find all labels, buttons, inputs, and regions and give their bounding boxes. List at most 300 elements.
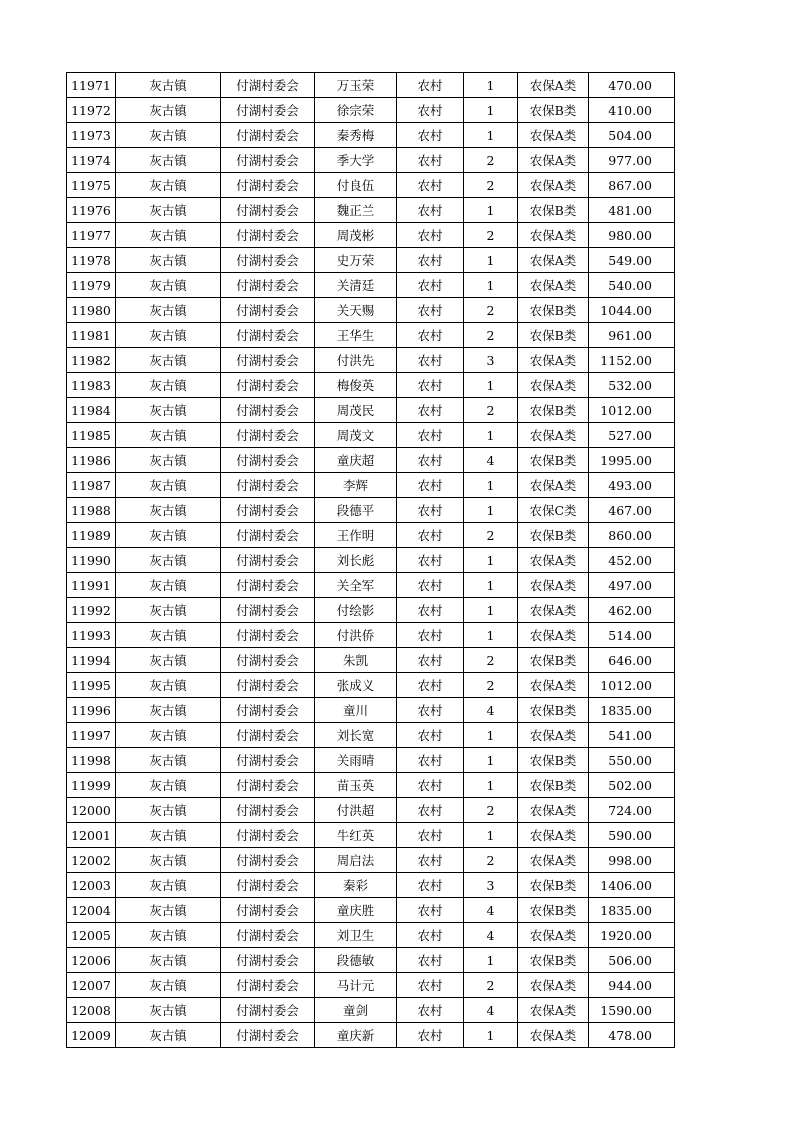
cell-town: 灰古镇 — [116, 173, 221, 198]
cell-count: 2 — [464, 173, 518, 198]
cell-name: 周茂文 — [315, 423, 397, 448]
cell-id: 11977 — [67, 223, 116, 248]
cell-area: 农村 — [397, 1023, 464, 1048]
cell-amount: 540.00 — [589, 273, 675, 298]
cell-committee: 付湖村委会 — [221, 1023, 315, 1048]
cell-committee: 付湖村委会 — [221, 548, 315, 573]
cell-town: 灰古镇 — [116, 598, 221, 623]
cell-town: 灰古镇 — [116, 998, 221, 1023]
cell-name: 付绘影 — [315, 598, 397, 623]
cell-count: 2 — [464, 973, 518, 998]
cell-id: 11990 — [67, 548, 116, 573]
cell-count: 2 — [464, 223, 518, 248]
cell-category: 农保B类 — [518, 523, 589, 548]
cell-area: 农村 — [397, 373, 464, 398]
cell-name: 万玉荣 — [315, 73, 397, 98]
cell-category: 农保C类 — [518, 498, 589, 523]
table-row — [67, 923, 675, 948]
table-row — [67, 273, 675, 298]
cell-count: 1 — [464, 548, 518, 573]
cell-area: 农村 — [397, 348, 464, 373]
cell-amount: 497.00 — [589, 573, 675, 598]
cell-count: 3 — [464, 873, 518, 898]
cell-amount: 944.00 — [589, 973, 675, 998]
cell-count: 1 — [464, 1023, 518, 1048]
cell-category: 农保A类 — [518, 673, 589, 698]
cell-town: 灰古镇 — [116, 198, 221, 223]
cell-committee: 付湖村委会 — [221, 998, 315, 1023]
cell-area: 农村 — [397, 548, 464, 573]
table-row — [67, 148, 675, 173]
cell-count: 1 — [464, 273, 518, 298]
cell-committee: 付湖村委会 — [221, 198, 315, 223]
cell-amount: 514.00 — [589, 623, 675, 648]
cell-category: 农保A类 — [518, 723, 589, 748]
cell-name: 周茂彬 — [315, 223, 397, 248]
cell-committee: 付湖村委会 — [221, 248, 315, 273]
cell-name: 刘长宽 — [315, 723, 397, 748]
cell-town: 灰古镇 — [116, 373, 221, 398]
cell-amount: 549.00 — [589, 248, 675, 273]
cell-area: 农村 — [397, 423, 464, 448]
cell-category: 农保B类 — [518, 323, 589, 348]
cell-area: 农村 — [397, 148, 464, 173]
cell-id: 11980 — [67, 298, 116, 323]
cell-town: 灰古镇 — [116, 98, 221, 123]
cell-amount: 541.00 — [589, 723, 675, 748]
cell-committee: 付湖村委会 — [221, 723, 315, 748]
cell-amount: 590.00 — [589, 823, 675, 848]
cell-committee: 付湖村委会 — [221, 873, 315, 898]
cell-committee: 付湖村委会 — [221, 848, 315, 873]
cell-area: 农村 — [397, 198, 464, 223]
cell-name: 段德平 — [315, 498, 397, 523]
cell-id: 11983 — [67, 373, 116, 398]
cell-id: 12000 — [67, 798, 116, 823]
table-row — [67, 173, 675, 198]
cell-town: 灰古镇 — [116, 298, 221, 323]
cell-category: 农保B类 — [518, 98, 589, 123]
cell-id: 11974 — [67, 148, 116, 173]
cell-count: 1 — [464, 723, 518, 748]
cell-category: 农保B类 — [518, 773, 589, 798]
table-row — [67, 823, 675, 848]
table-row — [67, 348, 675, 373]
cell-area: 农村 — [397, 648, 464, 673]
cell-town: 灰古镇 — [116, 123, 221, 148]
cell-name: 马计元 — [315, 973, 397, 998]
cell-committee: 付湖村委会 — [221, 898, 315, 923]
cell-id: 12004 — [67, 898, 116, 923]
cell-count: 4 — [464, 923, 518, 948]
cell-count: 1 — [464, 98, 518, 123]
cell-name: 徐宗荣 — [315, 98, 397, 123]
table-row — [67, 798, 675, 823]
cell-category: 农保A类 — [518, 473, 589, 498]
cell-area: 农村 — [397, 748, 464, 773]
table-row — [67, 223, 675, 248]
table-row — [67, 73, 675, 98]
cell-area: 农村 — [397, 523, 464, 548]
cell-town: 灰古镇 — [116, 798, 221, 823]
cell-id: 11991 — [67, 573, 116, 598]
cell-name: 段德敏 — [315, 948, 397, 973]
cell-committee: 付湖村委会 — [221, 498, 315, 523]
cell-count: 1 — [464, 823, 518, 848]
cell-town: 灰古镇 — [116, 348, 221, 373]
cell-id: 11984 — [67, 398, 116, 423]
cell-id: 11979 — [67, 273, 116, 298]
cell-town: 灰古镇 — [116, 273, 221, 298]
cell-amount: 1012.00 — [589, 673, 675, 698]
cell-count: 4 — [464, 998, 518, 1023]
table-row — [67, 248, 675, 273]
cell-category: 农保A类 — [518, 148, 589, 173]
cell-id: 11978 — [67, 248, 116, 273]
cell-name: 付洪超 — [315, 798, 397, 823]
table-row — [67, 323, 675, 348]
cell-amount: 961.00 — [589, 323, 675, 348]
cell-id: 12006 — [67, 948, 116, 973]
cell-committee: 付湖村委会 — [221, 423, 315, 448]
cell-name: 童庆超 — [315, 448, 397, 473]
cell-amount: 1920.00 — [589, 923, 675, 948]
cell-name: 童川 — [315, 698, 397, 723]
cell-count: 4 — [464, 898, 518, 923]
cell-town: 灰古镇 — [116, 423, 221, 448]
cell-committee: 付湖村委会 — [221, 773, 315, 798]
cell-name: 童庆胜 — [315, 898, 397, 923]
cell-count: 1 — [464, 773, 518, 798]
cell-count: 1 — [464, 198, 518, 223]
cell-area: 农村 — [397, 248, 464, 273]
cell-amount: 481.00 — [589, 198, 675, 223]
cell-category: 农保A类 — [518, 348, 589, 373]
cell-committee: 付湖村委会 — [221, 298, 315, 323]
cell-amount: 470.00 — [589, 73, 675, 98]
table-row — [67, 98, 675, 123]
table-row — [67, 848, 675, 873]
cell-amount: 532.00 — [589, 373, 675, 398]
cell-area: 农村 — [397, 623, 464, 648]
cell-town: 灰古镇 — [116, 973, 221, 998]
cell-category: 农保A类 — [518, 998, 589, 1023]
cell-town: 灰古镇 — [116, 473, 221, 498]
cell-id: 12008 — [67, 998, 116, 1023]
cell-id: 12007 — [67, 973, 116, 998]
cell-category: 农保A类 — [518, 173, 589, 198]
cell-area: 农村 — [397, 848, 464, 873]
table-row — [67, 498, 675, 523]
cell-count: 4 — [464, 698, 518, 723]
cell-name: 季大学 — [315, 148, 397, 173]
cell-id: 11987 — [67, 473, 116, 498]
cell-amount: 867.00 — [589, 173, 675, 198]
cell-committee: 付湖村委会 — [221, 473, 315, 498]
table-row — [67, 298, 675, 323]
table-row — [67, 723, 675, 748]
cell-town: 灰古镇 — [116, 223, 221, 248]
cell-area: 农村 — [397, 448, 464, 473]
cell-category: 农保A类 — [518, 423, 589, 448]
cell-amount: 1835.00 — [589, 898, 675, 923]
cell-amount: 1995.00 — [589, 448, 675, 473]
cell-committee: 付湖村委会 — [221, 973, 315, 998]
table-row — [67, 523, 675, 548]
table-row — [67, 573, 675, 598]
cell-id: 12005 — [67, 923, 116, 948]
cell-category: 农保B类 — [518, 448, 589, 473]
cell-count: 1 — [464, 598, 518, 623]
cell-category: 农保A类 — [518, 573, 589, 598]
cell-amount: 1044.00 — [589, 298, 675, 323]
cell-count: 2 — [464, 848, 518, 873]
cell-area: 农村 — [397, 98, 464, 123]
cell-category: 农保A类 — [518, 73, 589, 98]
table-body — [67, 73, 675, 1048]
cell-town: 灰古镇 — [116, 548, 221, 573]
table-row — [67, 473, 675, 498]
cell-amount: 506.00 — [589, 948, 675, 973]
table-row — [67, 898, 675, 923]
cell-id: 11982 — [67, 348, 116, 373]
cell-id: 11998 — [67, 748, 116, 773]
cell-name: 刘卫生 — [315, 923, 397, 948]
cell-town: 灰古镇 — [116, 723, 221, 748]
cell-area: 农村 — [397, 873, 464, 898]
cell-town: 灰古镇 — [116, 698, 221, 723]
cell-id: 12009 — [67, 1023, 116, 1048]
cell-category: 农保A类 — [518, 123, 589, 148]
table-row — [67, 123, 675, 148]
table-row — [67, 648, 675, 673]
cell-name: 魏正兰 — [315, 198, 397, 223]
cell-committee: 付湖村委会 — [221, 348, 315, 373]
cell-count: 1 — [464, 248, 518, 273]
cell-count: 1 — [464, 623, 518, 648]
cell-count: 2 — [464, 798, 518, 823]
cell-area: 农村 — [397, 173, 464, 198]
table-row — [67, 373, 675, 398]
cell-category: 农保B类 — [518, 948, 589, 973]
cell-category: 农保B类 — [518, 298, 589, 323]
cell-name: 苗玉英 — [315, 773, 397, 798]
cell-name: 关雨晴 — [315, 748, 397, 773]
cell-category: 农保A类 — [518, 548, 589, 573]
table-row — [67, 873, 675, 898]
cell-name: 周启法 — [315, 848, 397, 873]
cell-amount: 980.00 — [589, 223, 675, 248]
cell-town: 灰古镇 — [116, 773, 221, 798]
table-row — [67, 973, 675, 998]
subsidy-table — [66, 72, 675, 1048]
cell-town: 灰古镇 — [116, 898, 221, 923]
cell-count: 2 — [464, 148, 518, 173]
cell-amount: 452.00 — [589, 548, 675, 573]
cell-town: 灰古镇 — [116, 923, 221, 948]
cell-amount: 467.00 — [589, 498, 675, 523]
cell-amount: 493.00 — [589, 473, 675, 498]
cell-count: 2 — [464, 323, 518, 348]
cell-category: 农保A类 — [518, 598, 589, 623]
cell-amount: 410.00 — [589, 98, 675, 123]
cell-count: 1 — [464, 423, 518, 448]
cell-category: 农保B类 — [518, 398, 589, 423]
cell-town: 灰古镇 — [116, 848, 221, 873]
cell-committee: 付湖村委会 — [221, 648, 315, 673]
cell-id: 11985 — [67, 423, 116, 448]
cell-count: 1 — [464, 473, 518, 498]
table-row — [67, 548, 675, 573]
cell-name: 史万荣 — [315, 248, 397, 273]
cell-name: 李辉 — [315, 473, 397, 498]
cell-amount: 504.00 — [589, 123, 675, 148]
cell-category: 农保A类 — [518, 823, 589, 848]
cell-id: 12003 — [67, 873, 116, 898]
cell-area: 农村 — [397, 498, 464, 523]
cell-name: 付洪先 — [315, 348, 397, 373]
cell-id: 11975 — [67, 173, 116, 198]
cell-area: 农村 — [397, 798, 464, 823]
cell-id: 11972 — [67, 98, 116, 123]
table-row — [67, 398, 675, 423]
cell-name: 刘长彪 — [315, 548, 397, 573]
cell-amount: 502.00 — [589, 773, 675, 798]
table-row — [67, 748, 675, 773]
table-row — [67, 448, 675, 473]
cell-name: 付洪侨 — [315, 623, 397, 648]
cell-committee: 付湖村委会 — [221, 823, 315, 848]
cell-id: 11999 — [67, 773, 116, 798]
cell-amount: 1406.00 — [589, 873, 675, 898]
cell-count: 1 — [464, 73, 518, 98]
cell-category: 农保B类 — [518, 198, 589, 223]
cell-category: 农保A类 — [518, 848, 589, 873]
cell-category: 农保A类 — [518, 1023, 589, 1048]
cell-name: 关清廷 — [315, 273, 397, 298]
cell-area: 农村 — [397, 698, 464, 723]
cell-count: 1 — [464, 748, 518, 773]
cell-category: 农保A类 — [518, 923, 589, 948]
cell-town: 灰古镇 — [116, 398, 221, 423]
cell-town: 灰古镇 — [116, 673, 221, 698]
cell-committee: 付湖村委会 — [221, 323, 315, 348]
cell-area: 农村 — [397, 298, 464, 323]
cell-area: 农村 — [397, 998, 464, 1023]
cell-id: 11992 — [67, 598, 116, 623]
cell-count: 2 — [464, 648, 518, 673]
cell-category: 农保A类 — [518, 623, 589, 648]
cell-id: 11971 — [67, 73, 116, 98]
cell-committee: 付湖村委会 — [221, 948, 315, 973]
cell-count: 1 — [464, 948, 518, 973]
cell-name: 梅俊英 — [315, 373, 397, 398]
cell-area: 农村 — [397, 398, 464, 423]
table-row — [67, 198, 675, 223]
cell-town: 灰古镇 — [116, 448, 221, 473]
cell-amount: 998.00 — [589, 848, 675, 873]
cell-committee: 付湖村委会 — [221, 123, 315, 148]
cell-id: 12002 — [67, 848, 116, 873]
cell-id: 11997 — [67, 723, 116, 748]
cell-area: 农村 — [397, 898, 464, 923]
table-row — [67, 698, 675, 723]
cell-amount: 1152.00 — [589, 348, 675, 373]
cell-area: 农村 — [397, 948, 464, 973]
cell-amount: 1590.00 — [589, 998, 675, 1023]
cell-area: 农村 — [397, 273, 464, 298]
cell-town: 灰古镇 — [116, 323, 221, 348]
cell-area: 农村 — [397, 223, 464, 248]
cell-town: 灰古镇 — [116, 873, 221, 898]
table-row — [67, 623, 675, 648]
cell-town: 灰古镇 — [116, 248, 221, 273]
cell-committee: 付湖村委会 — [221, 573, 315, 598]
cell-town: 灰古镇 — [116, 823, 221, 848]
cell-committee: 付湖村委会 — [221, 98, 315, 123]
cell-name: 关全军 — [315, 573, 397, 598]
cell-committee: 付湖村委会 — [221, 273, 315, 298]
cell-committee: 付湖村委会 — [221, 923, 315, 948]
table-row — [67, 998, 675, 1023]
cell-count: 2 — [464, 523, 518, 548]
table-row — [67, 1023, 675, 1048]
cell-count: 1 — [464, 573, 518, 598]
cell-category: 农保A类 — [518, 798, 589, 823]
cell-committee: 付湖村委会 — [221, 373, 315, 398]
cell-count: 1 — [464, 373, 518, 398]
cell-town: 灰古镇 — [116, 73, 221, 98]
cell-committee: 付湖村委会 — [221, 698, 315, 723]
cell-area: 农村 — [397, 573, 464, 598]
cell-committee: 付湖村委会 — [221, 398, 315, 423]
cell-category: 农保B类 — [518, 873, 589, 898]
cell-committee: 付湖村委会 — [221, 798, 315, 823]
cell-town: 灰古镇 — [116, 148, 221, 173]
cell-id: 11986 — [67, 448, 116, 473]
cell-committee: 付湖村委会 — [221, 598, 315, 623]
cell-name: 张成义 — [315, 673, 397, 698]
cell-name: 秦彩 — [315, 873, 397, 898]
cell-id: 11973 — [67, 123, 116, 148]
table-row — [67, 598, 675, 623]
cell-id: 11994 — [67, 648, 116, 673]
cell-count: 3 — [464, 348, 518, 373]
cell-name: 朱凯 — [315, 648, 397, 673]
cell-town: 灰古镇 — [116, 498, 221, 523]
cell-id: 11995 — [67, 673, 116, 698]
cell-name: 牛红英 — [315, 823, 397, 848]
cell-name: 童庆新 — [315, 1023, 397, 1048]
cell-category: 农保A类 — [518, 973, 589, 998]
cell-id: 11981 — [67, 323, 116, 348]
cell-area: 农村 — [397, 923, 464, 948]
cell-area: 农村 — [397, 773, 464, 798]
cell-id: 11976 — [67, 198, 116, 223]
cell-area: 农村 — [397, 723, 464, 748]
cell-name: 付良伍 — [315, 173, 397, 198]
cell-count: 2 — [464, 298, 518, 323]
cell-town: 灰古镇 — [116, 573, 221, 598]
cell-committee: 付湖村委会 — [221, 173, 315, 198]
cell-area: 农村 — [397, 73, 464, 98]
cell-amount: 724.00 — [589, 798, 675, 823]
cell-category: 农保B类 — [518, 748, 589, 773]
cell-committee: 付湖村委会 — [221, 148, 315, 173]
cell-amount: 977.00 — [589, 148, 675, 173]
cell-name: 周茂民 — [315, 398, 397, 423]
cell-town: 灰古镇 — [116, 948, 221, 973]
